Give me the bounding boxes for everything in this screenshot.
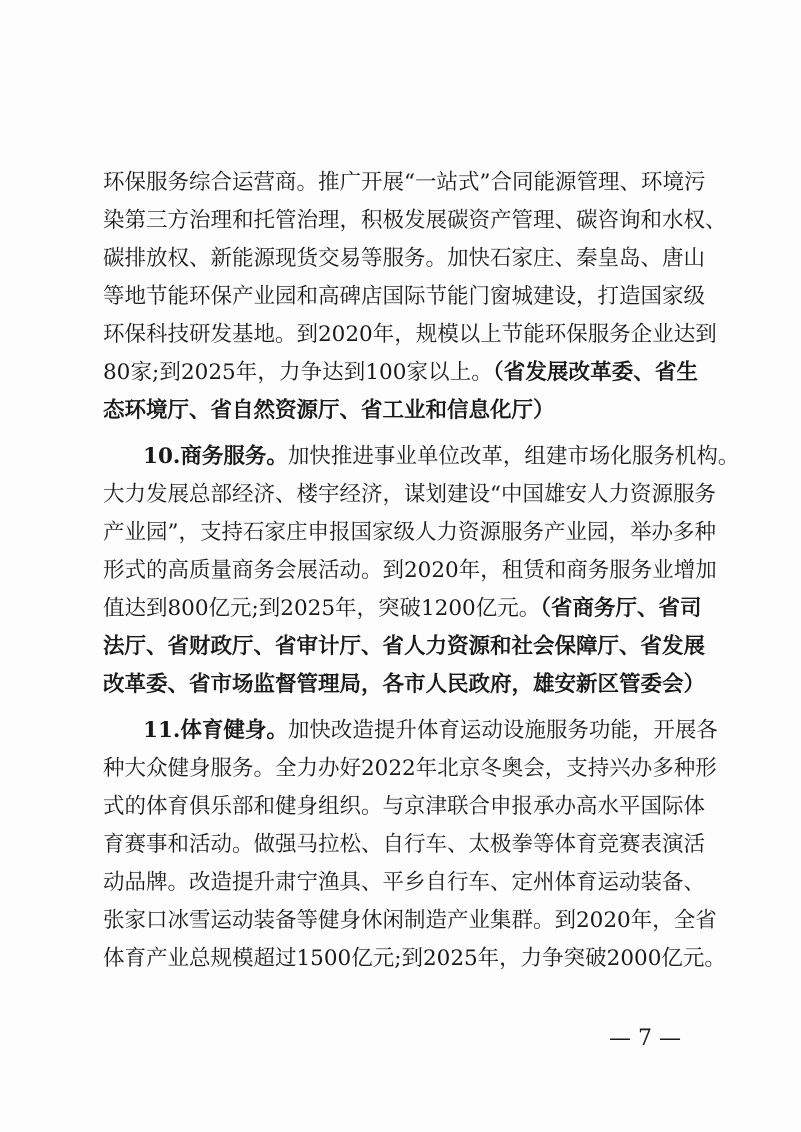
text-line: 碳排放权、新能源现货交易等服务。加快石家庄、秦皇岛、唐山 xyxy=(103,246,706,271)
text-segment: 值达到800亿元;到2025年，突破1200亿元。 xyxy=(103,596,541,621)
text-line: 张家口冰雪运动装备等健身休闲制造产业集群。到2020年，全省 xyxy=(103,908,717,933)
responsible-departments: （省商务厅、省司 xyxy=(540,596,702,621)
section-heading: 10.商务服务。 xyxy=(143,444,288,469)
text-line: 大力发展总部经济、楼宇经济，谋划建设“中国雄安人力资源服务 xyxy=(103,482,716,507)
text-line: 环保科技研发基地。到2020年，规模以上节能环保服务企业达到 xyxy=(103,322,717,347)
section-heading: 11.体育健身。 xyxy=(143,718,288,743)
text-line: 环保服务综合运营商。推广开展“一站式”合同能源管理、环境污 xyxy=(103,170,706,195)
text-segment: 80家;到2025年，力争达到100家以上。 xyxy=(103,360,493,385)
section-heading-line xyxy=(143,714,718,748)
text-line: 育赛事和活动。做强马拉松、自行车、太极拳等体育竞赛表演活 xyxy=(103,832,706,857)
text-line: 式的体育俱乐部和健身组织。与京津联合申报承办高水平国际体 xyxy=(103,794,706,819)
text-line: 体育产业总规模超过1500亿元;到2025年，力争突破2000亿元。 xyxy=(103,946,726,971)
text-segment: 加快改造提升体育运动设施服务功能，开展各 xyxy=(287,718,718,743)
page-number: — 7 — xyxy=(609,1026,681,1051)
responsible-departments: 改革委、省市场监督管理局，各市人民政府，雄安新区管委会） xyxy=(103,672,706,697)
section-heading-line xyxy=(143,440,740,474)
text-line xyxy=(103,592,702,626)
text-line: 染第三方治理和托管治理，积极发展碳资产管理、碳咨询和水权、 xyxy=(103,208,727,233)
responsible-departments: 法厅、省财政厅、省审计厅、省人力资源和社会保障厅、省发展 xyxy=(103,634,706,659)
text-line: 产业园”，支持石家庄申报国家级人力资源服务产业园，举办多种 xyxy=(103,520,716,545)
responsible-departments: 态环境厅、省自然资源厅、省工业和信息化厅） xyxy=(103,398,555,423)
text-line: 等地节能环保产业园和高碑店国际节能门窗城建设，打造国家级 xyxy=(103,284,706,309)
text-line xyxy=(103,356,698,390)
text-line: 形式的高质量商务会展活动。到2020年，租赁和商务服务业增加 xyxy=(103,558,717,583)
text-segment: 加快推进事业单位改革，组建市场化服务机构。 xyxy=(287,444,740,469)
text-line: 种大众健身服务。全力办好2022年北京冬奥会，支持兴办多种形 xyxy=(103,756,717,781)
text-line: 动品牌。改造提升肃宁渔具、平乡自行车、定州体育运动装备、 xyxy=(103,870,706,895)
responsible-departments: （省发展改革委、省生 xyxy=(492,360,698,385)
